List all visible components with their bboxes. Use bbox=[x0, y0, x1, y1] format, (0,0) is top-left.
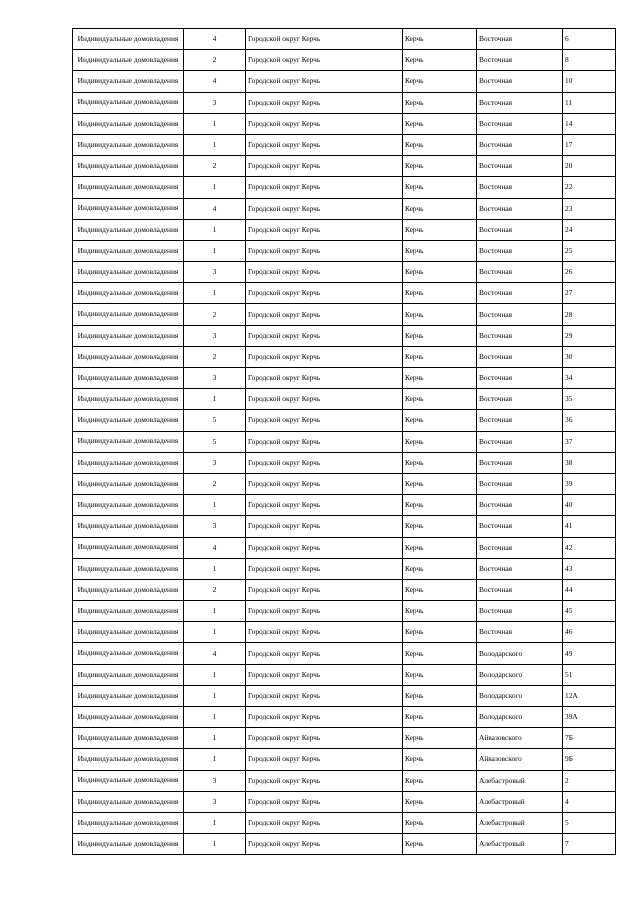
building-type-cell: Индивидуальные домовладения bbox=[73, 685, 184, 706]
district-cell: Городской округ Керчь bbox=[246, 516, 403, 537]
building-type-cell: Индивидуальные домовладения bbox=[73, 262, 184, 283]
district-cell: Городской округ Керчь bbox=[246, 495, 403, 516]
street-cell: Восточная bbox=[477, 410, 563, 431]
table-row bbox=[73, 834, 616, 855]
city-cell: Керчь bbox=[403, 664, 477, 685]
building-type-cell: Индивидуальные домовладения bbox=[73, 346, 184, 367]
house-number-cell: 17 bbox=[563, 134, 616, 155]
house-number-cell: 23 bbox=[563, 198, 616, 219]
table-row bbox=[73, 643, 616, 664]
house-number-cell: 10 bbox=[563, 71, 616, 92]
house-number-cell: 12А bbox=[563, 685, 616, 706]
count-cell: 1 bbox=[184, 834, 246, 855]
building-type-cell: Индивидуальные домовладения bbox=[73, 240, 184, 261]
street-cell: Алебастровый bbox=[477, 770, 563, 791]
count-cell: 3 bbox=[184, 368, 246, 389]
table-row bbox=[73, 473, 616, 494]
table-row bbox=[73, 495, 616, 516]
city-cell: Керчь bbox=[403, 812, 477, 833]
district-cell: Городской округ Керчь bbox=[246, 601, 403, 622]
house-number-cell: 43 bbox=[563, 558, 616, 579]
street-cell: Восточная bbox=[477, 240, 563, 261]
house-number-cell: 35 bbox=[563, 389, 616, 410]
building-type-cell: Индивидуальные домовладения bbox=[73, 431, 184, 452]
table-row bbox=[73, 346, 616, 367]
building-type-cell: Индивидуальные домовладения bbox=[73, 304, 184, 325]
street-cell: Восточная bbox=[477, 431, 563, 452]
table-row bbox=[73, 156, 616, 177]
street-cell: Восточная bbox=[477, 113, 563, 134]
city-cell: Керчь bbox=[403, 431, 477, 452]
city-cell: Керчь bbox=[403, 579, 477, 600]
table-row bbox=[73, 685, 616, 706]
table-row bbox=[73, 664, 616, 685]
count-cell: 3 bbox=[184, 325, 246, 346]
table-row bbox=[73, 389, 616, 410]
street-cell: Восточная bbox=[477, 304, 563, 325]
count-cell: 3 bbox=[184, 770, 246, 791]
table-row bbox=[73, 134, 616, 155]
house-number-cell: 36 bbox=[563, 410, 616, 431]
city-cell: Керчь bbox=[403, 452, 477, 473]
house-number-cell: 41 bbox=[563, 516, 616, 537]
count-cell: 5 bbox=[184, 431, 246, 452]
city-cell: Керчь bbox=[403, 770, 477, 791]
district-cell: Городской округ Керчь bbox=[246, 431, 403, 452]
count-cell: 1 bbox=[184, 622, 246, 643]
city-cell: Керчь bbox=[403, 558, 477, 579]
house-number-cell: 51 bbox=[563, 664, 616, 685]
building-type-cell: Индивидуальные домовладения bbox=[73, 537, 184, 558]
city-cell: Керчь bbox=[403, 219, 477, 240]
district-cell: Городской округ Керчь bbox=[246, 728, 403, 749]
street-cell: Айвазовского bbox=[477, 728, 563, 749]
street-cell: Восточная bbox=[477, 325, 563, 346]
street-cell: Восточная bbox=[477, 558, 563, 579]
count-cell: 4 bbox=[184, 537, 246, 558]
table-row bbox=[73, 71, 616, 92]
table-row bbox=[73, 749, 616, 770]
city-cell: Керчь bbox=[403, 728, 477, 749]
building-type-cell: Индивидуальные домовладения bbox=[73, 368, 184, 389]
street-cell: Восточная bbox=[477, 495, 563, 516]
city-cell: Керчь bbox=[403, 495, 477, 516]
district-cell: Городской округ Керчь bbox=[246, 198, 403, 219]
house-number-cell: 29 bbox=[563, 325, 616, 346]
district-cell: Городской округ Керчь bbox=[246, 410, 403, 431]
district-cell: Городской округ Керчь bbox=[246, 304, 403, 325]
district-cell: Городской округ Керчь bbox=[246, 240, 403, 261]
count-cell: 2 bbox=[184, 579, 246, 600]
city-cell: Керчь bbox=[403, 643, 477, 664]
building-type-cell: Индивидуальные домовладения bbox=[73, 410, 184, 431]
building-type-cell: Индивидуальные домовладения bbox=[73, 473, 184, 494]
district-cell: Городской округ Керчь bbox=[246, 749, 403, 770]
count-cell: 4 bbox=[184, 643, 246, 664]
house-number-cell: 5 bbox=[563, 812, 616, 833]
count-cell: 3 bbox=[184, 92, 246, 113]
street-cell: Восточная bbox=[477, 368, 563, 389]
city-cell: Керчь bbox=[403, 346, 477, 367]
district-cell: Городской округ Керчь bbox=[246, 558, 403, 579]
city-cell: Керчь bbox=[403, 834, 477, 855]
city-cell: Керчь bbox=[403, 601, 477, 622]
building-type-cell: Индивидуальные домовладения bbox=[73, 29, 184, 50]
count-cell: 1 bbox=[184, 240, 246, 261]
house-number-cell: 6 bbox=[563, 29, 616, 50]
street-cell: Володарского bbox=[477, 664, 563, 685]
count-cell: 2 bbox=[184, 50, 246, 71]
street-cell: Восточная bbox=[477, 134, 563, 155]
building-type-cell: Индивидуальные домовладения bbox=[73, 389, 184, 410]
count-cell: 1 bbox=[184, 558, 246, 579]
count-cell: 1 bbox=[184, 812, 246, 833]
building-type-cell: Индивидуальные домовладения bbox=[73, 558, 184, 579]
district-cell: Городской округ Керчь bbox=[246, 579, 403, 600]
building-type-cell: Индивидуальные домовладения bbox=[73, 770, 184, 791]
city-cell: Керчь bbox=[403, 177, 477, 198]
house-number-cell: 44 bbox=[563, 579, 616, 600]
street-cell: Алебастровый bbox=[477, 834, 563, 855]
district-cell: Городской округ Керчь bbox=[246, 156, 403, 177]
count-cell: 2 bbox=[184, 156, 246, 177]
building-type-cell: Индивидуальные домовладения bbox=[73, 728, 184, 749]
count-cell: 1 bbox=[184, 389, 246, 410]
count-cell: 1 bbox=[184, 601, 246, 622]
count-cell: 3 bbox=[184, 516, 246, 537]
house-number-cell: 40 bbox=[563, 495, 616, 516]
table-row bbox=[73, 410, 616, 431]
district-cell: Городской округ Керчь bbox=[246, 113, 403, 134]
count-cell: 5 bbox=[184, 410, 246, 431]
building-type-cell: Индивидуальные домовладения bbox=[73, 134, 184, 155]
house-number-cell: 30 bbox=[563, 346, 616, 367]
building-type-cell: Индивидуальные домовладения bbox=[73, 92, 184, 113]
district-cell: Городской округ Керчь bbox=[246, 134, 403, 155]
district-cell: Городской округ Керчь bbox=[246, 50, 403, 71]
house-number-cell: 8 bbox=[563, 50, 616, 71]
building-type-cell: Индивидуальные домовладения bbox=[73, 156, 184, 177]
city-cell: Керчь bbox=[403, 707, 477, 728]
building-type-cell: Индивидуальные домовладения bbox=[73, 749, 184, 770]
table-row bbox=[73, 707, 616, 728]
count-cell: 1 bbox=[184, 177, 246, 198]
table-row bbox=[73, 177, 616, 198]
count-cell: 1 bbox=[184, 685, 246, 706]
city-cell: Керчь bbox=[403, 791, 477, 812]
house-number-cell: 28 bbox=[563, 304, 616, 325]
table-row bbox=[73, 770, 616, 791]
table-row bbox=[73, 92, 616, 113]
street-cell: Алебастровый bbox=[477, 812, 563, 833]
city-cell: Керчь bbox=[403, 29, 477, 50]
street-cell: Восточная bbox=[477, 177, 563, 198]
building-type-cell: Индивидуальные домовладения bbox=[73, 71, 184, 92]
city-cell: Керчь bbox=[403, 685, 477, 706]
house-number-cell: 25 bbox=[563, 240, 616, 261]
table-row bbox=[73, 240, 616, 261]
table-row bbox=[73, 537, 616, 558]
street-cell: Восточная bbox=[477, 219, 563, 240]
city-cell: Керчь bbox=[403, 134, 477, 155]
table-row bbox=[73, 50, 616, 71]
table-row bbox=[73, 791, 616, 812]
table-row bbox=[73, 262, 616, 283]
city-cell: Керчь bbox=[403, 262, 477, 283]
table-row bbox=[73, 219, 616, 240]
house-number-cell: 34 bbox=[563, 368, 616, 389]
street-cell: Восточная bbox=[477, 198, 563, 219]
city-cell: Керчь bbox=[403, 198, 477, 219]
count-cell: 2 bbox=[184, 473, 246, 494]
district-cell: Городской округ Керчь bbox=[246, 664, 403, 685]
district-cell: Городской округ Керчь bbox=[246, 325, 403, 346]
street-cell: Володарского bbox=[477, 643, 563, 664]
city-cell: Керчь bbox=[403, 473, 477, 494]
house-number-cell: 9Б bbox=[563, 749, 616, 770]
table-row bbox=[73, 198, 616, 219]
street-cell: Восточная bbox=[477, 473, 563, 494]
house-number-cell: 26 bbox=[563, 262, 616, 283]
street-cell: Восточная bbox=[477, 537, 563, 558]
table-row bbox=[73, 325, 616, 346]
count-cell: 1 bbox=[184, 283, 246, 304]
table-row bbox=[73, 812, 616, 833]
address-table bbox=[72, 28, 616, 855]
street-cell: Восточная bbox=[477, 29, 563, 50]
count-cell: 2 bbox=[184, 304, 246, 325]
count-cell: 1 bbox=[184, 134, 246, 155]
count-cell: 4 bbox=[184, 198, 246, 219]
district-cell: Городской округ Керчь bbox=[246, 389, 403, 410]
count-cell: 4 bbox=[184, 29, 246, 50]
district-cell: Городской округ Керчь bbox=[246, 791, 403, 812]
district-cell: Городской округ Керчь bbox=[246, 283, 403, 304]
house-number-cell: 24 bbox=[563, 219, 616, 240]
building-type-cell: Индивидуальные домовладения bbox=[73, 707, 184, 728]
count-cell: 1 bbox=[184, 749, 246, 770]
city-cell: Керчь bbox=[403, 410, 477, 431]
city-cell: Керчь bbox=[403, 283, 477, 304]
city-cell: Керчь bbox=[403, 368, 477, 389]
house-number-cell: 7 bbox=[563, 834, 616, 855]
house-number-cell: 27 bbox=[563, 283, 616, 304]
building-type-cell: Индивидуальные домовладения bbox=[73, 601, 184, 622]
building-type-cell: Индивидуальные домовладения bbox=[73, 283, 184, 304]
building-type-cell: Индивидуальные домовладения bbox=[73, 812, 184, 833]
district-cell: Городской округ Керчь bbox=[246, 685, 403, 706]
table-row bbox=[73, 558, 616, 579]
district-cell: Городской округ Керчь bbox=[246, 622, 403, 643]
table-body bbox=[73, 29, 616, 855]
count-cell: 1 bbox=[184, 113, 246, 134]
building-type-cell: Индивидуальные домовладения bbox=[73, 219, 184, 240]
building-type-cell: Индивидуальные домовладения bbox=[73, 198, 184, 219]
district-cell: Городской округ Керчь bbox=[246, 262, 403, 283]
count-cell: 3 bbox=[184, 791, 246, 812]
count-cell: 1 bbox=[184, 707, 246, 728]
street-cell: Володарского bbox=[477, 707, 563, 728]
house-number-cell: 39 bbox=[563, 473, 616, 494]
street-cell: Восточная bbox=[477, 156, 563, 177]
building-type-cell: Индивидуальные домовладения bbox=[73, 664, 184, 685]
district-cell: Городской округ Керчь bbox=[246, 92, 403, 113]
district-cell: Городской округ Керчь bbox=[246, 473, 403, 494]
building-type-cell: Индивидуальные домовладения bbox=[73, 579, 184, 600]
building-type-cell: Индивидуальные домовладения bbox=[73, 791, 184, 812]
street-cell: Володарского bbox=[477, 685, 563, 706]
street-cell: Алебастровый bbox=[477, 791, 563, 812]
count-cell: 1 bbox=[184, 495, 246, 516]
district-cell: Городской округ Керчь bbox=[246, 29, 403, 50]
table-row bbox=[73, 452, 616, 473]
city-cell: Керчь bbox=[403, 113, 477, 134]
house-number-cell: 22 bbox=[563, 177, 616, 198]
city-cell: Керчь bbox=[403, 92, 477, 113]
house-number-cell: 4 bbox=[563, 791, 616, 812]
building-type-cell: Индивидуальные домовладения bbox=[73, 113, 184, 134]
district-cell: Городской округ Керчь bbox=[246, 452, 403, 473]
table-row bbox=[73, 579, 616, 600]
table-row bbox=[73, 728, 616, 749]
district-cell: Городской округ Керчь bbox=[246, 812, 403, 833]
city-cell: Керчь bbox=[403, 622, 477, 643]
house-number-cell: 39А bbox=[563, 707, 616, 728]
street-cell: Восточная bbox=[477, 622, 563, 643]
house-number-cell: 49 bbox=[563, 643, 616, 664]
district-cell: Городской округ Керчь bbox=[246, 346, 403, 367]
house-number-cell: 14 bbox=[563, 113, 616, 134]
street-cell: Восточная bbox=[477, 389, 563, 410]
count-cell: 4 bbox=[184, 71, 246, 92]
building-type-cell: Индивидуальные домовладения bbox=[73, 325, 184, 346]
house-number-cell: 45 bbox=[563, 601, 616, 622]
building-type-cell: Индивидуальные домовладения bbox=[73, 516, 184, 537]
city-cell: Керчь bbox=[403, 71, 477, 92]
city-cell: Керчь bbox=[403, 304, 477, 325]
district-cell: Городской округ Керчь bbox=[246, 177, 403, 198]
street-cell: Восточная bbox=[477, 262, 563, 283]
district-cell: Городской округ Керчь bbox=[246, 368, 403, 389]
building-type-cell: Индивидуальные домовладения bbox=[73, 495, 184, 516]
district-cell: Городской округ Керчь bbox=[246, 770, 403, 791]
street-cell: Восточная bbox=[477, 601, 563, 622]
street-cell: Восточная bbox=[477, 71, 563, 92]
table-row bbox=[73, 113, 616, 134]
city-cell: Керчь bbox=[403, 50, 477, 71]
city-cell: Керчь bbox=[403, 240, 477, 261]
table-row bbox=[73, 368, 616, 389]
district-cell: Городской округ Керчь bbox=[246, 707, 403, 728]
street-cell: Восточная bbox=[477, 92, 563, 113]
house-number-cell: 37 bbox=[563, 431, 616, 452]
house-number-cell: 20 bbox=[563, 156, 616, 177]
street-cell: Восточная bbox=[477, 579, 563, 600]
city-cell: Керчь bbox=[403, 156, 477, 177]
building-type-cell: Индивидуальные домовладения bbox=[73, 50, 184, 71]
street-cell: Восточная bbox=[477, 283, 563, 304]
table-row bbox=[73, 516, 616, 537]
street-cell: Восточная bbox=[477, 452, 563, 473]
table-row bbox=[73, 622, 616, 643]
table-row bbox=[73, 29, 616, 50]
street-cell: Восточная bbox=[477, 50, 563, 71]
building-type-cell: Индивидуальные домовладения bbox=[73, 643, 184, 664]
house-number-cell: 42 bbox=[563, 537, 616, 558]
city-cell: Керчь bbox=[403, 537, 477, 558]
count-cell: 1 bbox=[184, 728, 246, 749]
house-number-cell: 38 bbox=[563, 452, 616, 473]
house-number-cell: 11 bbox=[563, 92, 616, 113]
building-type-cell: Индивидуальные домовладения bbox=[73, 177, 184, 198]
table-row bbox=[73, 601, 616, 622]
count-cell: 2 bbox=[184, 346, 246, 367]
city-cell: Керчь bbox=[403, 389, 477, 410]
street-cell: Восточная bbox=[477, 516, 563, 537]
table-row bbox=[73, 283, 616, 304]
building-type-cell: Индивидуальные домовладения bbox=[73, 452, 184, 473]
district-cell: Городской округ Керчь bbox=[246, 834, 403, 855]
house-number-cell: 2 bbox=[563, 770, 616, 791]
house-number-cell: 7Б bbox=[563, 728, 616, 749]
district-cell: Городской округ Керчь bbox=[246, 643, 403, 664]
street-cell: Айвазовского bbox=[477, 749, 563, 770]
city-cell: Керчь bbox=[403, 749, 477, 770]
district-cell: Городской округ Керчь bbox=[246, 71, 403, 92]
count-cell: 3 bbox=[184, 262, 246, 283]
street-cell: Восточная bbox=[477, 346, 563, 367]
district-cell: Городской округ Керчь bbox=[246, 537, 403, 558]
table-row bbox=[73, 304, 616, 325]
city-cell: Керчь bbox=[403, 516, 477, 537]
building-type-cell: Индивидуальные домовладения bbox=[73, 622, 184, 643]
count-cell: 1 bbox=[184, 664, 246, 685]
house-number-cell: 46 bbox=[563, 622, 616, 643]
count-cell: 1 bbox=[184, 219, 246, 240]
building-type-cell: Индивидуальные домовладения bbox=[73, 834, 184, 855]
city-cell: Керчь bbox=[403, 325, 477, 346]
table-row bbox=[73, 431, 616, 452]
count-cell: 3 bbox=[184, 452, 246, 473]
district-cell: Городской округ Керчь bbox=[246, 219, 403, 240]
